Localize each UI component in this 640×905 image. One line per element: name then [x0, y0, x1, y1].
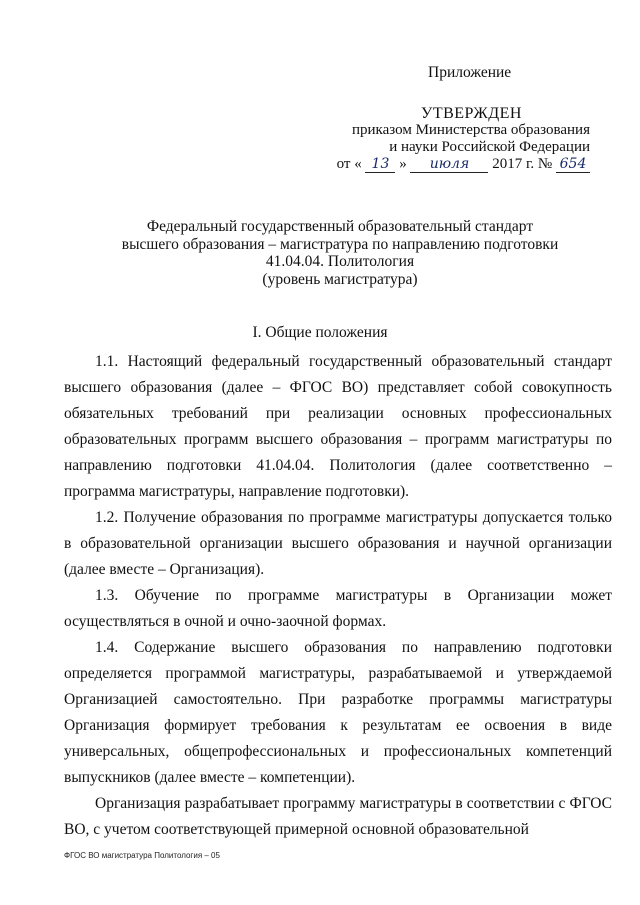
attachment-label: Приложение — [428, 64, 512, 81]
paragraph-1-1: 1.1. Настоящий федеральный государственный образовательный стандарт высшего образования (далее – ФГОС ВО) представляет собой совокупность обязательных требований при реализации основных профессиональных образовательных программ высшего образования – программ магистратуры по направлению подготовки 41.04.04. Политология (далее соответственно – программа магистратуры, направление подготовки). — [64, 353, 612, 500]
section-heading: I. Общие положения — [252, 324, 388, 341]
standard-title — [40, 218, 640, 288]
order-line-1: приказом Министерства образования — [352, 122, 590, 138]
date-day-handwritten: 13 — [365, 157, 395, 173]
paragraph-continued: Организация разрабатывает программу магистратуры в соответствии с ФГОС ВО, с учетом соответствующей примерной основной образовательной — [64, 795, 612, 838]
paragraph-1-3: 1.3. Обучение по программе магистратуры в Организации может осуществляться в очной и очно-заочной формах. — [64, 587, 612, 630]
title-line-3: 41.04.04. Политология — [265, 253, 415, 270]
body-text — [64, 349, 612, 843]
paragraph-1-4: 1.4. Содержание высшего образования по направлению подготовки определяется программой магистратуры, разрабатываемой и утверждаемой Организацией самостоятельно. При разработке программы магистратуры Организация формирует требования к результатам ее освоения в виде универсальных, общепрофессиональных и профессиональных компетенций выпускников (далее вместе – компетенции). — [64, 639, 612, 786]
date-prefix: от « — [336, 156, 362, 172]
order-number-handwritten: 654 — [556, 157, 590, 173]
approval-block — [300, 105, 590, 173]
page-footer: ФГОС ВО магистратура Политология – 05 — [64, 851, 220, 860]
title-line-2: высшего образования – магистратура по направлению подготовки — [121, 235, 559, 253]
order-date-line — [300, 156, 590, 173]
title-line-4: (уровень магистратура) — [262, 270, 418, 288]
date-year: 2017 г. № — [492, 156, 553, 172]
date-mid: » — [399, 156, 407, 172]
approved-heading: УТВЕРЖДЕН — [421, 105, 522, 122]
title-line-1: Федеральный государственный образовательный стандарт — [146, 218, 534, 235]
paragraph-1-2: 1.2. Получение образования по программе магистратуры допускается только в образовательной организации высшего образования и научной организации (далее вместе – Организация). — [64, 509, 612, 578]
order-line-2: и науки Российской Федерации — [389, 139, 590, 155]
date-month-handwritten: июля — [410, 157, 488, 173]
